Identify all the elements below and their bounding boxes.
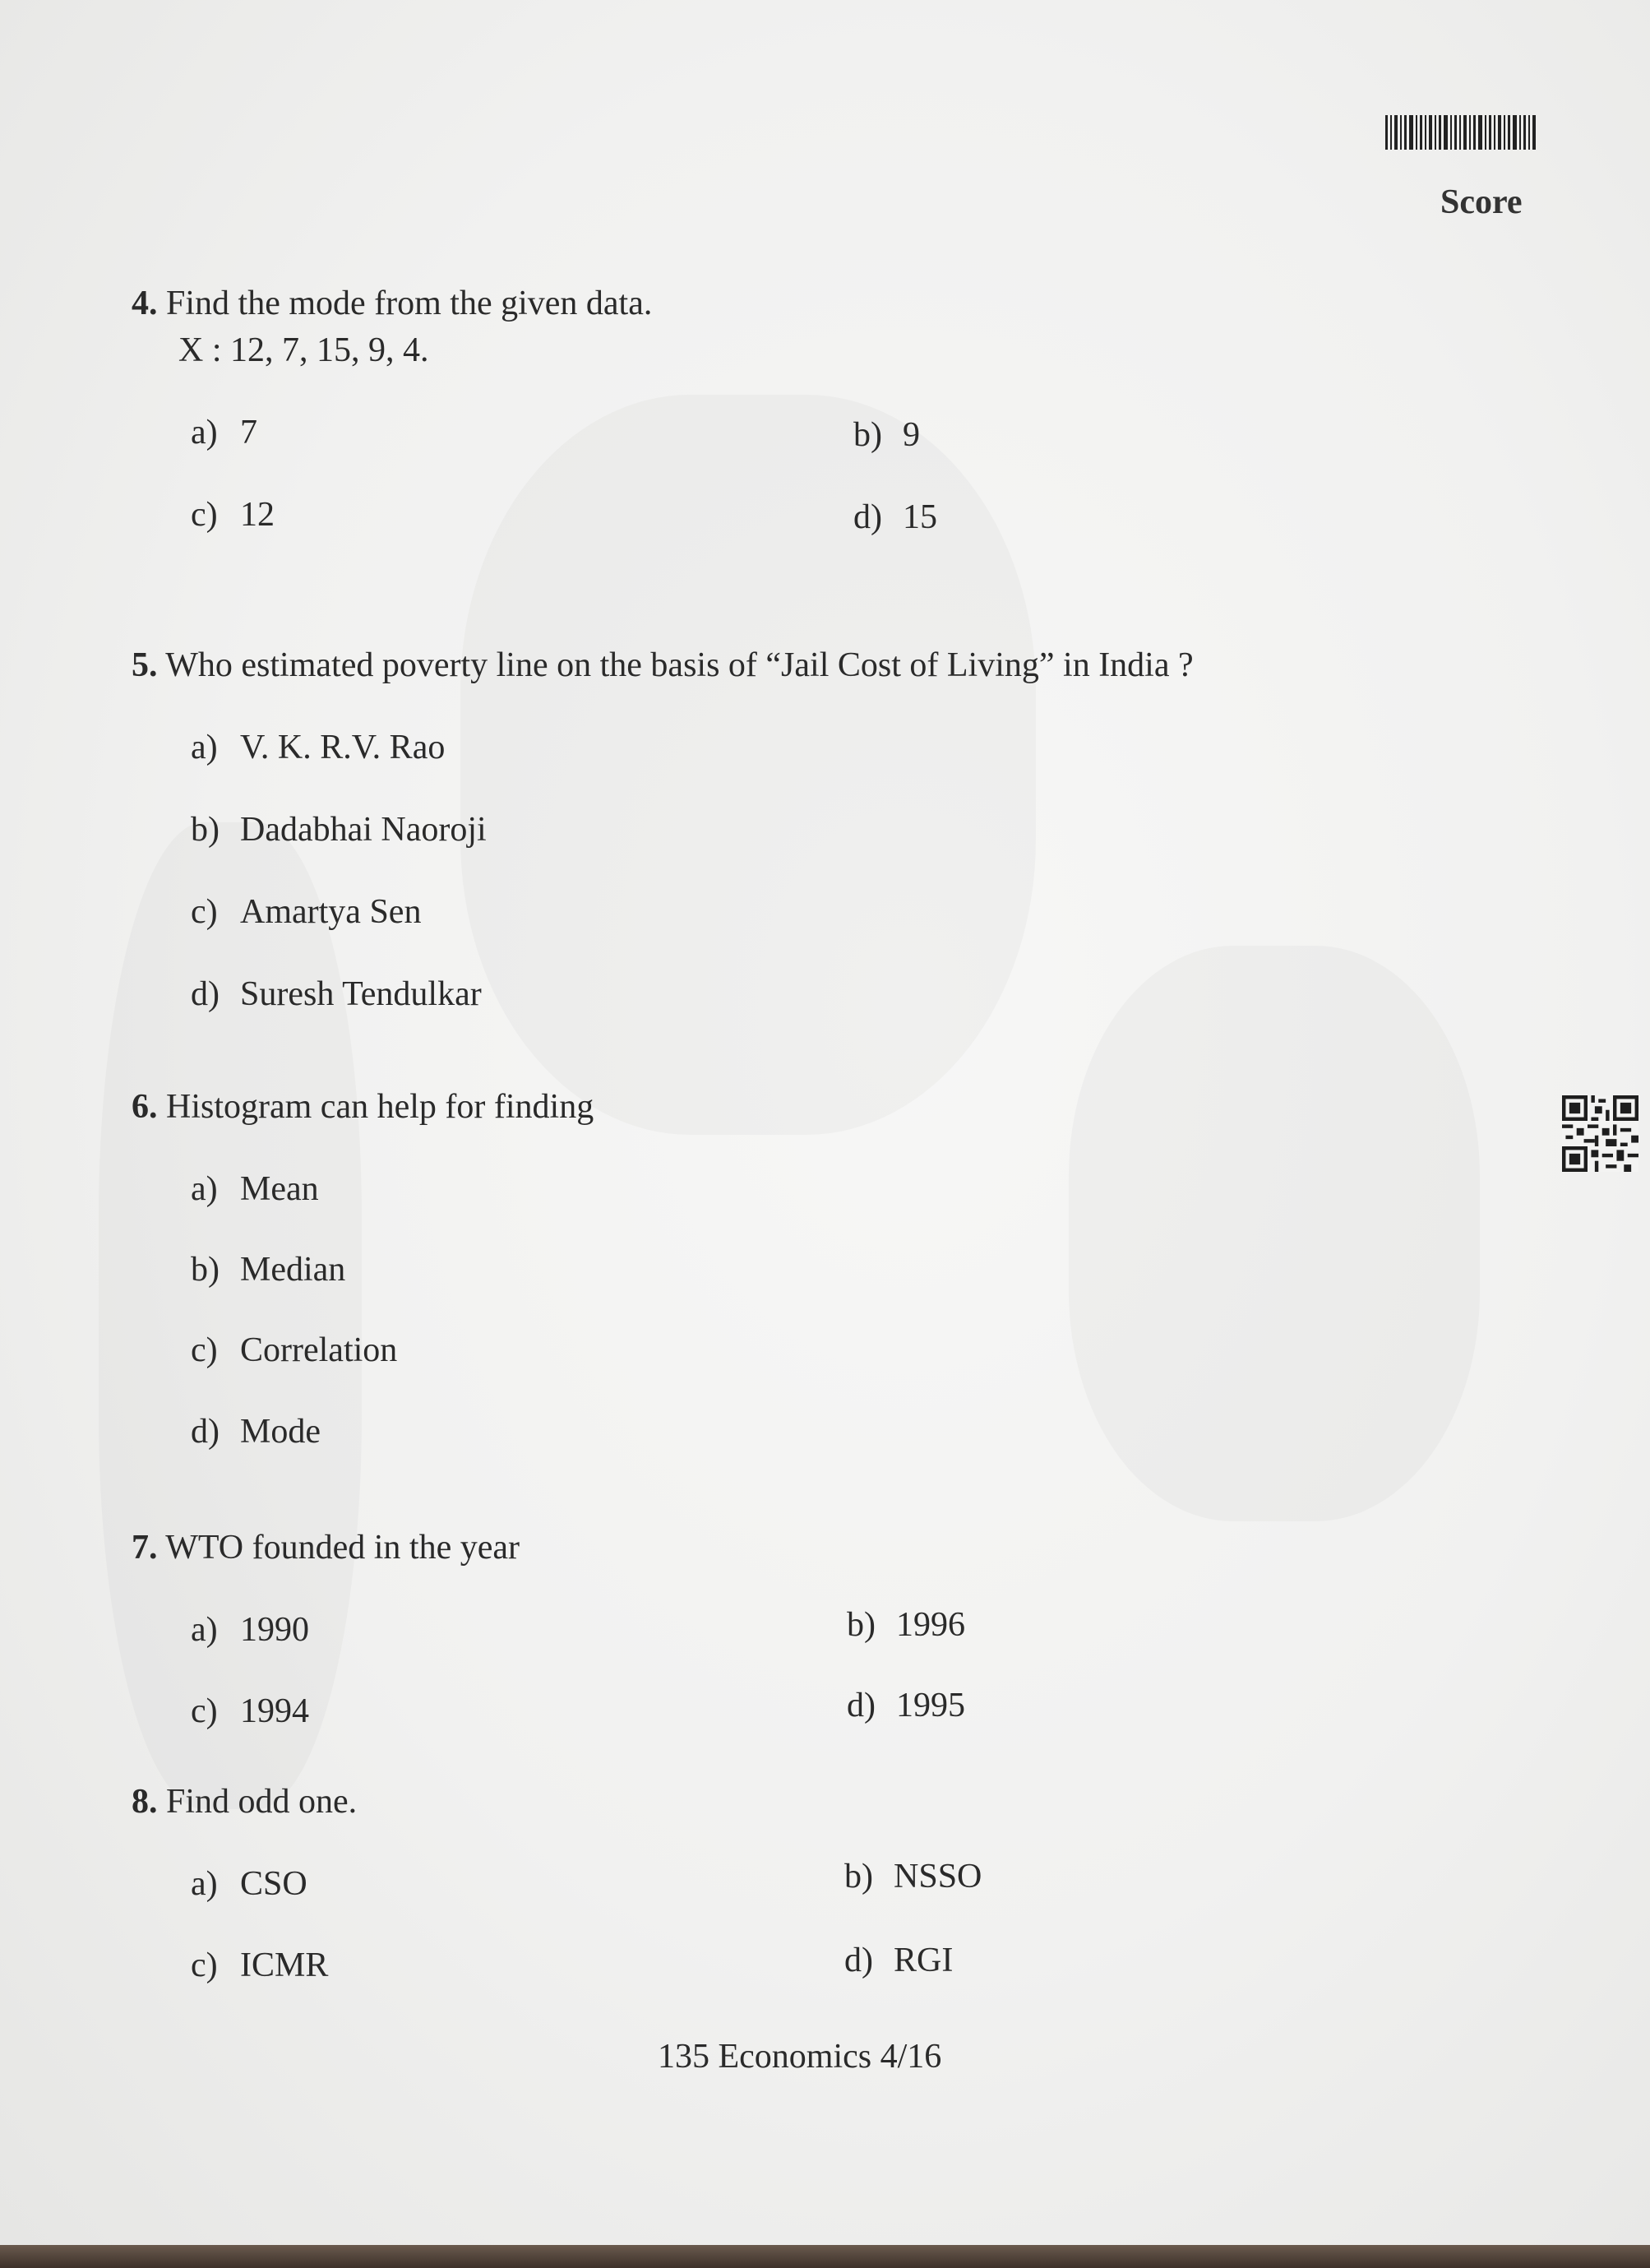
- question-4: [132, 284, 652, 323]
- option-8b[interactable]: [844, 1857, 982, 1896]
- option-letter: a): [191, 1170, 218, 1208]
- option-4c[interactable]: [191, 495, 275, 535]
- option-letter: c): [191, 1331, 218, 1369]
- question-8: [132, 1782, 357, 1821]
- option-text: Correlation: [240, 1331, 398, 1369]
- option-6a[interactable]: [191, 1169, 319, 1209]
- option-letter: d): [847, 1687, 876, 1724]
- option-text: 1990: [240, 1611, 309, 1649]
- option-letter: d): [844, 1942, 873, 1979]
- option-text: 1996: [896, 1606, 965, 1644]
- option-letter: c): [191, 893, 218, 931]
- question-7: [132, 1528, 520, 1567]
- question-text: Find the mode from the given data.: [166, 285, 653, 322]
- option-4a[interactable]: [191, 413, 257, 452]
- option-letter: b): [191, 1251, 220, 1289]
- option-text: CSO: [240, 1865, 307, 1903]
- option-text: 9: [903, 416, 920, 454]
- option-letter: d): [191, 975, 220, 1013]
- option-letter: b): [844, 1858, 873, 1895]
- option-letter: d): [853, 498, 882, 536]
- option-6d[interactable]: [191, 1412, 321, 1451]
- question-number: 8.: [132, 1783, 158, 1821]
- option-text: Mean: [240, 1170, 319, 1208]
- show-through-shadow: [99, 822, 362, 1809]
- option-5c[interactable]: [191, 892, 421, 932]
- option-letter: c): [191, 1946, 218, 1984]
- question-text: Histogram can help for finding: [166, 1088, 594, 1126]
- option-text: ICMR: [240, 1946, 329, 1984]
- option-4d[interactable]: [853, 498, 937, 537]
- show-through-shadow: [460, 395, 1036, 1135]
- qr-code: [1562, 1095, 1638, 1172]
- option-8a[interactable]: [191, 1864, 307, 1904]
- question-number: 4.: [132, 285, 158, 322]
- option-6c[interactable]: [191, 1331, 397, 1370]
- option-text: Dadabhai Naoroji: [240, 811, 487, 849]
- option-text: NSSO: [894, 1858, 982, 1895]
- option-letter: a): [191, 729, 218, 766]
- barcode: [1385, 115, 1537, 150]
- option-letter: c): [191, 496, 218, 534]
- option-text: V. K. R.V. Rao: [240, 729, 446, 766]
- option-text: 12: [240, 496, 275, 534]
- option-text: Mode: [240, 1413, 321, 1451]
- question-number: 6.: [132, 1088, 158, 1126]
- option-text: Amartya Sen: [240, 893, 422, 931]
- option-5a[interactable]: [191, 728, 445, 767]
- option-letter: b): [191, 811, 220, 849]
- question-6: [132, 1087, 594, 1127]
- option-7a[interactable]: [191, 1610, 309, 1650]
- table-edge: [0, 2245, 1650, 2268]
- option-4b[interactable]: [853, 415, 920, 455]
- show-through-shadow: [1069, 946, 1480, 1521]
- question-4-data: X : 12, 7, 15, 9, 4.: [178, 331, 429, 369]
- option-letter: a): [191, 1865, 218, 1903]
- page-footer: 135 Economics 4/16: [658, 2038, 942, 2076]
- option-text: 1994: [240, 1692, 309, 1730]
- option-7b[interactable]: [847, 1605, 965, 1645]
- question-number: 7.: [132, 1529, 158, 1567]
- option-text: 7: [240, 414, 257, 451]
- question-text: WTO founded in the year: [165, 1529, 520, 1567]
- option-text: 15: [903, 498, 937, 536]
- option-7c[interactable]: [191, 1692, 309, 1731]
- option-6b[interactable]: [191, 1250, 345, 1289]
- question-text: Who estimated poverty line on the basis of “Jail Cost of Living” in India ?: [165, 646, 1194, 684]
- option-8d[interactable]: [844, 1941, 953, 1980]
- option-letter: b): [853, 416, 882, 454]
- option-letter: d): [191, 1413, 220, 1451]
- option-letter: a): [191, 414, 218, 451]
- question-text: Find odd one.: [166, 1783, 358, 1821]
- option-8c[interactable]: [191, 1946, 328, 1985]
- option-letter: a): [191, 1611, 218, 1649]
- option-text: Median: [240, 1251, 346, 1289]
- option-text: Suresh Tendulkar: [240, 975, 482, 1013]
- option-5b[interactable]: [191, 810, 487, 849]
- option-text: RGI: [894, 1942, 954, 1979]
- option-text: 1995: [896, 1687, 965, 1724]
- option-5d[interactable]: [191, 974, 482, 1014]
- option-letter: b): [847, 1606, 876, 1644]
- score-label: Score: [1440, 183, 1523, 221]
- option-7d[interactable]: [847, 1686, 965, 1725]
- question-number: 5.: [132, 646, 158, 684]
- question-5: [132, 646, 1194, 685]
- option-letter: c): [191, 1692, 218, 1730]
